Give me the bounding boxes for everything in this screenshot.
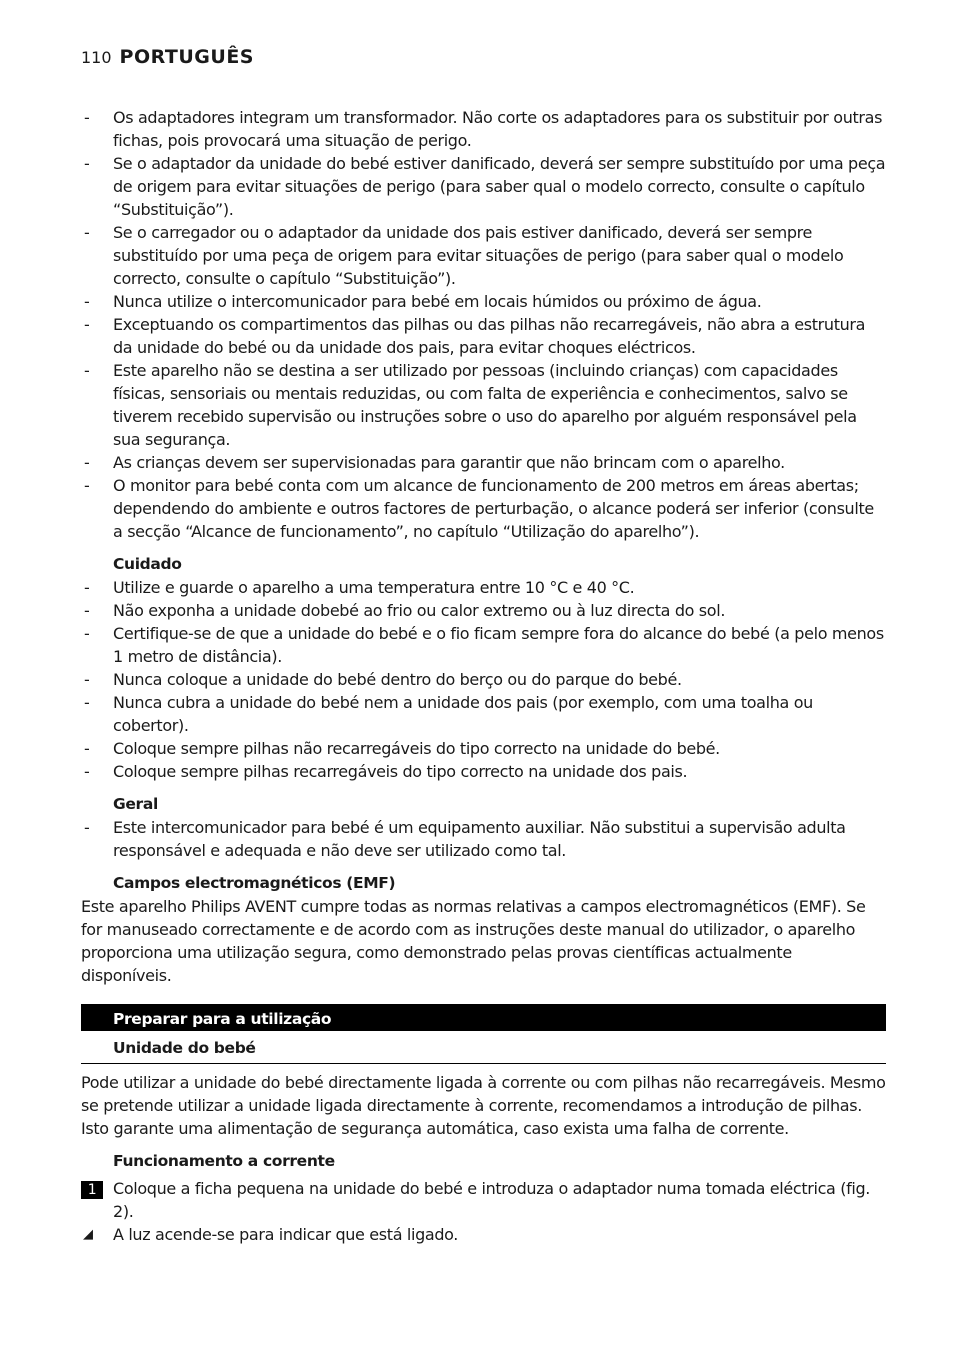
list-item-text: Utilize e guarde o aparelho a uma temperatura entre 10 °C e 40 °C. [113, 578, 635, 597]
list-item: - O monitor para bebé conta com um alcance de funcionamento de 200 metros em áreas abertas; dependendo do ambiente e outros factores de perturbação, o alcance poderá ser inferior (consulte a secção “Alcance de funcionamento”, no capítulo “Utilização do aparelho”). [81, 474, 886, 543]
step-item [81, 1177, 886, 1223]
page-number: 110 [81, 48, 112, 67]
list-item-text: Nunca coloque a unidade do bebé dentro do berço ou do parque do bebé. [113, 670, 682, 689]
list-item-text: Coloque sempre pilhas recarregáveis do tipo correcto na unidade dos pais. [113, 762, 688, 781]
page-content [81, 106, 886, 1246]
list-item: - Exceptuando os compartimentos das pilhas ou das pilhas não recarregáveis, não abra a estrutura da unidade do bebé ou da unidade dos pais, para evitar choques eléctricos. [81, 313, 886, 359]
result-text: A luz acende-se para indicar que está ligado. [113, 1225, 459, 1244]
list-item: - Se o adaptador da unidade do bebé estiver danificado, deverá ser sempre substituído por uma peça de origem para evitar situações de perigo (para saber qual o modelo correcto, consulte o capítulo “Substituição”). [84, 154, 886, 219]
list-item: - Se o carregador ou o adaptador da unidade dos pais estiver danificado, deverá ser sempre substituído por uma peça de origem para evitar situações de perigo (para saber qual o modelo correcto, consulte o capítulo “Substituição”). [81, 221, 886, 290]
list-item-text: As crianças devem ser supervisionadas para garantir que não brincam com o aparelho. [113, 453, 785, 472]
warnings-list [81, 106, 886, 543]
list-item: - Coloque sempre pilhas não recarregáveis do tipo correcto na unidade do bebé. [81, 737, 886, 760]
page-language-title: PORTUGUÊS [119, 46, 254, 68]
list-item: - Nunca coloque a unidade do bebé dentro do berço ou do parque do bebé. [81, 668, 886, 691]
subsection-heading: Unidade do bebé [81, 1031, 886, 1064]
section-heading-bar: Preparar para a utilização [81, 1004, 886, 1031]
caution-list [81, 576, 886, 783]
list-item-text: Certifique-se de que a unidade do bebé e o fio ficam sempre fora do alcance do bebé (a pelo menos 1 metro de distância). [113, 624, 884, 666]
list-item: - Este aparelho não se destina a ser utilizado por pessoas (incluindo crianças) com capacidades físicas, sensoriais ou mentais reduzidas, ou com falta de experiência e conhecimentos, salvo se tiverem recebido supervisão ou instruções sobre o uso do aparelho por alguém responsável pela sua segurança. [81, 359, 886, 451]
mains-operation-heading: Funcionamento a corrente [113, 1152, 335, 1170]
list-item-text: Este intercomunicador para bebé é um equipamento auxiliar. Não substitui a supervisão adulta responsável e adequada e não deve ser utilizado como tal. [113, 818, 846, 860]
step-number-badge: 1 [81, 1181, 103, 1199]
caution-heading: Cuidado [113, 555, 182, 573]
list-item-text: Se o carregador ou o adaptador da unidade dos pais estiver danificado, deverá ser sempre substituído por uma peça de origem para evitar situações de perigo (para saber qual o modelo correcto, consulte o capítulo “Substituição”). [113, 223, 844, 288]
list-item: - Os adaptadores integram um transformador. Não corte os adaptadores para os substituir por outras fichas, pois provocará uma situação de perigo. [81, 106, 886, 152]
list-item: - Este intercomunicador para bebé é um equipamento auxiliar. Não substitui a supervisão adulta responsável e adequada e não deve ser utilizado como tal. [81, 816, 886, 862]
list-item: - Nunca cubra a unidade do bebé nem a unidade dos pais (por exemplo, com uma toalha ou cobertor). [81, 691, 886, 737]
page-header [81, 46, 254, 76]
list-item: - Certifique-se de que a unidade do bebé e o fio ficam sempre fora do alcance do bebé (a pelo menos 1 metro de distância). [81, 622, 886, 668]
list-item: - Utilize e guarde o aparelho a uma temperatura entre 10 °C e 40 °C. [81, 576, 886, 599]
general-heading: Geral [113, 795, 158, 813]
list-item-text: Coloque sempre pilhas não recarregáveis do tipo correcto na unidade do bebé. [113, 739, 720, 758]
list-item-text: Nunca utilize o intercomunicador para bebé em locais húmidos ou próximo de água. [113, 292, 762, 311]
general-list [81, 816, 886, 862]
list-item-text: Os adaptadores integram um transformador. Não corte os adaptadores para os substituir por outras fichas, pois provocará uma situação de perigo. [113, 108, 883, 150]
result-arrow-icon: ◢ [83, 1227, 93, 1242]
intro-paragraph: Pode utilizar a unidade do bebé directamente ligada à corrente ou com pilhas não recarregáveis. Mesmo se pretende utilizar a unidade ligada directamente à corrente, recomendamos a introdução de pilhas. Isto garante uma alimentação de segurança automática, caso exista uma falha de corrente. [81, 1073, 886, 1138]
list-item-text: Não exponha a unidade dobebé ao frio ou calor extremo ou à luz directa do sol. [113, 601, 726, 620]
list-item-text: Este aparelho não se destina a ser utilizado por pessoas (incluindo crianças) com capacidades físicas, sensoriais ou mentais reduzidas, ou com falta de experiência e conhecimentos, salvo se tiverem recebido supervisão ou instruções sobre o uso do aparelho por alguém responsável pela sua segurança. [113, 361, 857, 449]
list-item-text: Se o adaptador da unidade do bebé estiver danificado, deverá ser sempre substituído por uma peça de origem para evitar situações de perigo (para saber qual o modelo correcto, consulte o capítulo “Substituição”). [113, 154, 886, 219]
step-text: Coloque a ficha pequena na unidade do bebé e introduza o adaptador numa tomada eléctrica (fig. 2). [113, 1179, 871, 1221]
list-item: - Nunca utilize o intercomunicador para bebé em locais húmidos ou próximo de água. [81, 290, 886, 313]
list-item: - Coloque sempre pilhas recarregáveis do tipo correcto na unidade dos pais. [81, 760, 886, 783]
list-item-text: Nunca cubra a unidade do bebé nem a unidade dos pais (por exemplo, com uma toalha ou cobertor). [113, 693, 813, 735]
list-item-text: O monitor para bebé conta com um alcance de funcionamento de 200 metros em áreas abertas; dependendo do ambiente e outros factores de perturbação, o alcance poderá ser inferior (consulte a secção “Alcance de funcionamento”, no capítulo “Utilização do aparelho”). [113, 476, 874, 541]
emf-paragraph: Este aparelho Philips AVENT cumpre todas as normas relativas a campos electromagnéticos (EMF). Se for manuseado correctamente e de acordo com as instruções deste manual do utilizador, o aparelho proporciona uma utilização segura, como demonstrado pelas provas científicas actualmente disponíveis. [81, 897, 866, 985]
list-item: - Não exponha a unidade dobebé ao frio ou calor extremo ou à luz directa do sol. [81, 599, 886, 622]
result-item [81, 1223, 886, 1246]
list-item-text: Exceptuando os compartimentos das pilhas ou das pilhas não recarregáveis, não abra a estrutura da unidade do bebé ou da unidade dos pais, para evitar choques eléctricos. [113, 315, 866, 357]
emf-heading: Campos electromagnéticos (EMF) [113, 874, 396, 892]
list-item: - As crianças devem ser supervisionadas para garantir que não brincam com o aparelho. [81, 451, 886, 474]
